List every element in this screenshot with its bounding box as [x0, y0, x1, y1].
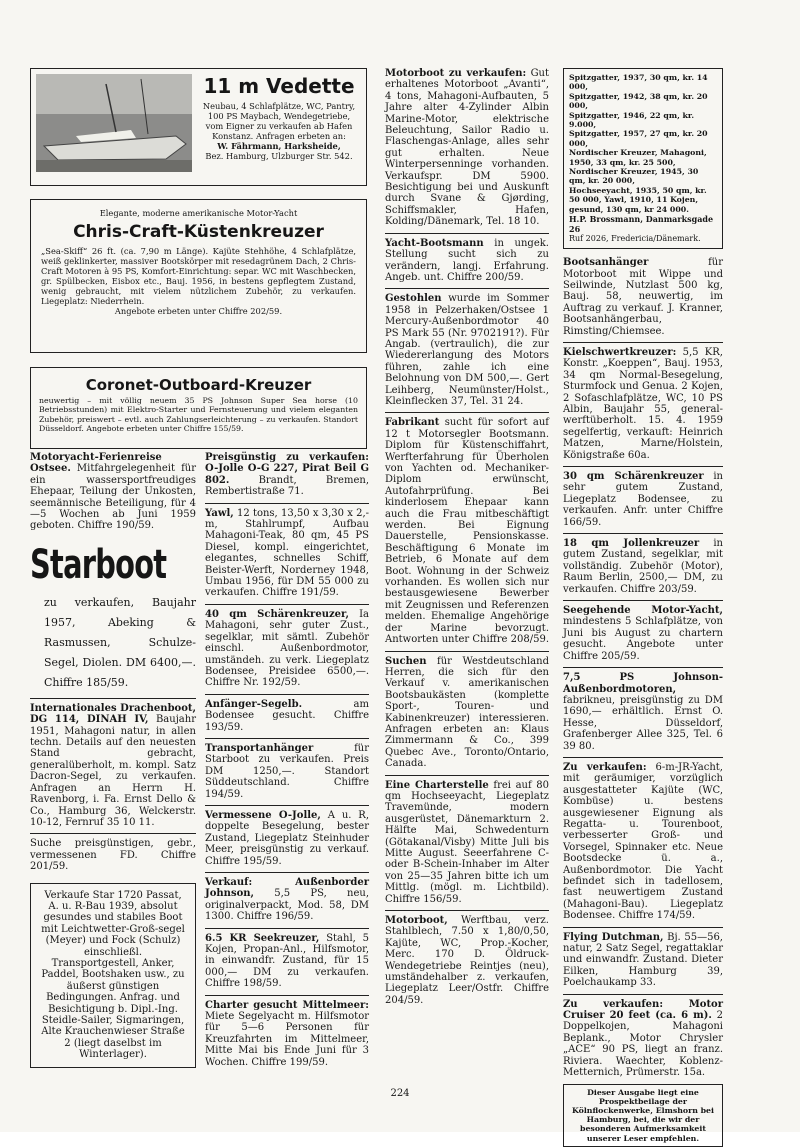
divider [563, 466, 723, 467]
ad-heading: Zu verkaufen: Motor Cruiser 20 feet (ca. 6 m). [563, 998, 723, 1022]
ad-heading: Zu verkaufen: [563, 761, 647, 773]
divider [563, 600, 723, 601]
classified-ad [563, 762, 723, 922]
ad-text: in ungek. Stellung sucht sich zu verändern, langj. Erfahrung. Angeb. unt. Chiffre 200/59. [385, 237, 549, 283]
column-1 [30, 68, 367, 459]
divider [205, 928, 369, 929]
ad-text: in gutem Zustand, segelklar, mit vollständig. Zubehör (Motor), Raum Berlin, 2500,— DM, zu verkaufen. Chiffre 203/59. [563, 538, 723, 595]
spitzgatter-city: Ruf 2026, Fredericia/Dänemark. [569, 234, 701, 244]
spitzgatter-list [569, 73, 717, 214]
divider [385, 910, 549, 911]
ad-heading: Suchen [385, 655, 427, 667]
ad-heading: Vermessene O-Jolle, [205, 809, 321, 821]
classified-ad [385, 68, 549, 228]
classified-ad [205, 508, 369, 599]
classified-ad [205, 933, 369, 990]
ad-heading: Motorboot zu verkaufen: [385, 68, 527, 79]
ad-text: am Bodensee gesucht. Chiffre 193/59. [205, 698, 369, 733]
divider [385, 233, 549, 234]
divider [205, 694, 369, 695]
divider [563, 927, 723, 928]
drachen-body: Baujahr 1951, Mahagoni natur, in allen techn. Details auf den neuesten Stand gebracht, generalüberholt, m. kompl. Satz Dacron-Segel, zu verkaufen. Anfragen an Herrn H. Ravenborg, i. Fa. Ernst Dello & Co., Hamburg 36, Welckerstr. 10-12, Fernruf 35 10 11. [30, 714, 196, 828]
starboot-body: zu verkaufen, Baujahr 1957, Abeking & Rasmussen, Schulze-Segel, Diolen. DM 6400,—. Chiffre 185/59. [44, 595, 196, 689]
classified-ad [205, 452, 369, 498]
classified-ad [563, 538, 723, 595]
divider [205, 503, 369, 504]
classified-ad [205, 877, 369, 923]
ad-heading: Bootsanhänger [563, 257, 649, 269]
drachen-head: Internationales Drachenboot, DG 114, DINAH IV, [30, 702, 196, 726]
ad-text: wurde im Sommer 1958 in Pelzerhaken/Ostsee 1 Mercury-Außenbordmotor 40 PS Mark 55 (Nr. 9702191?). Für Angab. (vertraulich), die zur Wiedererlangung des Motors führen, zahle ich eine Belohnung von DM 500,—. Gert Leihberg, Neumünster/Holst., Kleinflecken 37, Tel. 31 24. [385, 293, 549, 407]
ad-text: sucht für sofort auf 12 t Motorsegler Bootsmann. Diplom für Küstenschiffahrt, Werfterfahrung für Überholen von Yachten od. Mechaniker-Diplom erwünscht, Autofahrprüfung. Bei kinderlosem Ehepaar kann auch die Frau mitbeschäftigt werden. Bei Eignung Dauerstelle, Pensionskasse. Beschäftigung 6 Monate im Betrieb, 6 Monate auf dem Boot. Wohnung in der Schweiz vorhanden. Es wollen sich nur bestausgewiesene Bewerber mit Zeugnissen und Referenzen melden. Ehemalige Angehörige der Marine bevorzugt. Antworten unter Chiffre 208/59. [385, 417, 550, 646]
ad-text: Gut erhaltenes Motorboot „Avanti“, 4 tons, Mahagoni-Aufbauten, 5 Jahre alter 4-Zylinder Albin Marine-Motor, elektrische Beleuchtung, Sailor Radio u. Flaschengas-Anlage, alles sehr gut erhalten. Neue Winterpersenninge vorhanden. Verkaufspr. DM 5900. Besichtigung bei und Auskunft durch Svane & Gjørding, Schiffsmakler, Hafen, Kolding/Dänemark, Tel. 18 10. [385, 68, 550, 228]
ad-text: 2 Doppelkojen, Mahagoni Beplank., Motor Chrysler „ACE“ 90 PS, liegt an franz. Riviera. Waechter, Koblenz-Metternich, Prümerstr. 15a. [563, 1010, 723, 1079]
ad-heading: Fabrikant [385, 417, 440, 429]
ad-suche-fd: Suche preisgünstigen, gebr., vermessenen FD. Chiffre 201/59. [30, 838, 196, 873]
spitzgatter-line: Spitzgatter, 1942, 38 qm, kr. 20 000, [569, 91, 708, 111]
classified-ad [205, 699, 369, 733]
ad-heading: 6.5 KR Seekreuzer, [205, 932, 320, 944]
ad-heading: Kielschwertkreuzer: [563, 346, 677, 358]
divider [205, 805, 369, 806]
classified-ad [205, 743, 369, 800]
coronet-title: Coronet-Outboard-Kreuzer [85, 376, 312, 394]
spitzgatter-contact: H.P. Brossmann, Danmarksgade 26 [569, 214, 714, 235]
divider [385, 288, 549, 289]
divider [205, 738, 369, 739]
spitzgatter-line: Nordischer Kreuzer, Mahagoni, 1950, 33 qm, kr. 25 500, Nordischer Kreuzer, 1945, 30 qm, kr. 20 000, [569, 148, 707, 186]
ad-spitzgatter [563, 68, 723, 249]
ad-text: Miete Segelyacht m. Hilfsmotor für 5—6 Personen für Kreuzfahrten im Mittelmeer, Mitte Mai bis Ende Juni für 3 Wochen. Chiffre 199/59. [205, 1011, 369, 1068]
ferienreise-head: Motoryacht-Ferienreise Ostsee. [30, 452, 162, 475]
ad-vedette [30, 68, 367, 186]
divider [385, 412, 549, 413]
classified-ad [563, 257, 723, 337]
classified-ad [563, 471, 723, 528]
classified-ad [563, 347, 723, 461]
column-4 [563, 68, 723, 1147]
ad-text: fabrikneu, preisgünstig zu DM 1690,— erhältlich. Ernst O. Hesse, Düsseldorf, Grafenberger Allee 325, Tel. 6 39 80. [563, 694, 723, 752]
divider [205, 995, 369, 996]
chriscraft-footer: Angebote erbeten unter Chiffre 202/59. [114, 306, 283, 316]
classified-ad [385, 915, 549, 1006]
vedette-address: Bez. Hamburg, Ulzburger Str. 542. [205, 151, 353, 161]
ad-text: für Starboot zu verkaufen. Preis DM 1250,—. Standort Süddeutschland. Chiffre 194/59. [205, 742, 369, 800]
vedette-body: Neubau, 4 Schlafplätze, WC, Pantry, 100 PS Maybach, Wendegetriebe, vom Eigner zu verkaufen ab Hafen Konstanz. Anfragen erbeten an: [202, 101, 356, 141]
classified-ad [385, 417, 549, 645]
ad-ferienreise [30, 452, 196, 532]
classified-ad [563, 605, 723, 662]
ad-text: 5,5 PS, neu, originalverpackt, Mod. 58, DM 1300. Chiffre 196/59. [205, 888, 370, 923]
ad-heading: Flying Dutchman, [563, 931, 664, 943]
ad-text: mindestens 5 Schlafplätze, von Juni bis August zu chartern gesucht. Angebote unter Chiffre 205/59. [563, 616, 723, 662]
ad-heading: 40 qm Schärenkreuzer, [205, 608, 350, 620]
chriscraft-intro: Elegante, moderne amerikanische Motor-Yacht [99, 208, 298, 218]
vedette-title: 11 m Vedette [203, 74, 355, 98]
classified-ad [385, 656, 549, 770]
ad-text: Werftbau, verz. Stahlblech, 7.50 x 1,80/0,50, Kajüte, WC, Prop.-Kocher, Merc. 170 D. Öldruck-Wendegetriebe Reintjes (neu), umständehalber z. verkaufen, Liegeplatz Leer/Ostfr. Chiffre 204/59. [385, 915, 549, 1006]
classified-ad [205, 609, 369, 689]
ad-star1720: Verkaufe Star 1720 Passat, A. u. R-Bau 1939, absolut gesundes und stabiles Boot mit Leichtwetter-Groß-segel (Meyer) und Fock (Schulz) einschließl. Transportgestell, Anker, Paddel, Bootshaken usw., zu äußerst günstigen Bedingungen. Anfrag. und Besichtigung b. Dipl.-Ing. Steidle-Sailer, Sigmaringen, Alte Krauchenwieser Straße 2 (liegt daselbst im Winterlager). [30, 883, 196, 1068]
classified-ad [205, 810, 369, 867]
ad-text: für Westdeutschland Herren, die sich für den Verkauf v. amerikanischen Bootsbaukästen (komplette Sport-, Touren- und Kabinenkreuzer) interessieren. Anfragen erbeten an: Klaus Zimmermann & Co., 399 Quebec Ave., Toronto/Ontario, Canada. [385, 655, 549, 770]
ad-heading: Charter gesucht Mittelmeer: [205, 999, 369, 1011]
ad-drachenboot [30, 703, 196, 828]
classified-ad [563, 672, 723, 752]
divider [563, 667, 723, 668]
ferienreise-body: Mitfahrgelegenheit für ein wassersportfreudiges Ehepaar, Teilung der Unkosten, seemännische Beteiligung, für 4—5 Wochen ab Juni 1959 geboten. Chiffre 190/59. [30, 463, 196, 532]
divider [385, 651, 549, 652]
classified-ad [385, 238, 549, 284]
ad-text: 5,5 KR, Konstr. „Koeppen“, Bauj. 1953, 34 qm Normal-Besegelung, Sturmfock und Genua. 2 Kojen, 2 Sofaschlafplätze, WC, 10 PS Albin, Baujahr 55, general-werftüberholt. 15. 4. 1959 segelfertig, verkauft: Heinrich Matzen, Marne/Holstein, Königstraße 60a. [563, 346, 723, 461]
spitzgatter-line: Spitzgatter, 1946, 22 qm, kr. 9.000, [569, 110, 695, 130]
chriscraft-body: „Sea-Skiff“ 26 ft. (ca. 7,90 m Länge). Kajüte Stehhöhe, 4 Schlafplätze, weiß geklinkerter, massiver Bootskörper mit resedagrünem Dach, 2 Chris-Craft Motoren à 95 PS, Komfort-Einrichtung: separ. WC mit Waschbecken, gr. Spülbecken, Eisbox etc., Bauj. 1956, in bestens gepflegtem Zustand, wenig gebraucht, mit vielem nützlichem Zubehör, zu verkaufen. Liegeplatz: Niederrhein. [41, 246, 356, 306]
classified-ad [385, 293, 549, 407]
ad-heading: Transportanhänger [205, 742, 314, 754]
ad-chriscraft [30, 199, 367, 353]
ad-heading: Yawl, [205, 507, 234, 519]
divider [563, 342, 723, 343]
classified-ad [563, 932, 723, 989]
classified-ad [205, 1000, 369, 1068]
divider [563, 757, 723, 758]
ad-text: frei auf 80 qm Hochseeyacht, Liegeplatz Travemünde, modern ausgerüstet, Dänemarkturn 2. Hälfte Mai, Schwedenturn (Götakanal/Visby) Mitte Juli bis Mitte August. Seeerfahrene C- oder B-Schein-Inhaber im Alter von 25—35 Jahren bitte ich um Mittlg. (mögl. m. Lichtbild). Chiffre 156/59. [385, 779, 549, 905]
page-number: 224 [390, 1088, 410, 1099]
coronet-body: neuwertig – mit völlig neuem 35 PS Johnson Super Sea horse (10 Betriebsstunden) mit Elektro-Starter und Fernsteuerung und vielem eleganten Zubehör, preiswert – evtl. auch Zahlungserleichterung – zu verkaufen. Standort Düsseldorf. Angebote erbeten unter Chiffre 155/59. [39, 396, 358, 434]
ad-heading: Gestohlen [385, 293, 442, 305]
chriscraft-title: Chris-Craft-Küstenkreuzer [73, 222, 324, 242]
ad-heading: Seegehende Motor-Yacht, [563, 605, 723, 617]
divider [563, 533, 723, 534]
ad-text: Brandt, Bremen, Rembertistraße 71. [205, 474, 369, 498]
starboot-title: Starboot [30, 541, 167, 588]
ad-heading: 7,5 PS Johnson-Außenbordmotoren, [563, 672, 723, 695]
ad-heading: Motorboot, [385, 915, 448, 927]
spitzgatter-line: Spitzgatter, 1957, 27 qm, kr. 20 000, [569, 129, 708, 148]
beilage-note: Dieser Ausgabe liegt eine Prospektbeilage der Kölnflockenwerke, Elmshorn bei Hamburg, bei, die wir der besonderen Aufmerksamkeit unserer Leser empfehlen. [563, 1084, 723, 1147]
divider [385, 775, 549, 776]
ad-text: in sehr gutem Zustand, Liegeplatz Bodensee, zu verkaufen. Anfr. unter Chiffre 166/59. [563, 471, 723, 528]
column-2 [205, 452, 369, 1073]
ad-heading: Verkauf: Außenborder Johnson, [205, 877, 369, 900]
column-1a [30, 452, 196, 1073]
ad-heading: Preisgünstig zu verkaufen: O-Jolle O-G 227, Pirat Beil G 802. [205, 452, 369, 486]
ad-heading: 30 qm Schärenkreuzer [563, 471, 704, 482]
ad-text: Bj. 55—56, natur, 2 Satz Segel, regattaklar und einwandfr. Zustand. Dieter Eilken, Hamburg 39, Poelchaukamp 33. [563, 931, 723, 989]
ad-text: Stahl, 5 Kojen, Propan-Anl., Hilfsmotor, in einwandfr. Zustand, für 15 000,— DM zu verkaufen. Chiffre 198/59. [205, 932, 369, 990]
boat-photo [36, 74, 192, 172]
classified-ad [385, 780, 549, 905]
ad-text: für Motorboot mit Wippe und Seilwinde, Nutzlast 500 kg, Bauj. 58, neuwertig, im Auftrag zu verkauf. J. Kranner, Bootsanhängerbau, Rimsting/Chiemsee. [563, 257, 723, 337]
ad-coronet [30, 367, 367, 449]
classified-ad [563, 999, 723, 1079]
ad-heading: 18 qm Jollenkreuzer [563, 538, 700, 550]
column-3 [385, 68, 549, 1011]
ad-heading: Anfänger-Segelb. [205, 698, 303, 710]
ad-text: A u. R, doppelte Besegelung, bester Zustand, Liegeplatz Steinhuder Meer, preisgünstig zu verkauf. Chiffre 195/59. [205, 809, 369, 867]
spitzgatter-line: Spitzgatter, 1937, 30 qm, kr. 14 000, [569, 73, 708, 92]
ad-text: Ia Mahagoni, sehr guter Zust., segelklar, mit sämtl. Zubehör einschl. Außenbordmotor, umständeh. zu verk. Liegeplatz Bodensee, Preisidee 6500,—. Chiffre Nr. 192/59. [205, 608, 369, 689]
spitzgatter-line: Hochseeyacht, 1935, 50 qm, kr. 50 000, Yawl, 1910, 11 Kojen, gesund, 130 qm, kr 24 000. [569, 185, 707, 214]
ad-text: 6-m-JR-Yacht, mit geräumiger, vorzüglich ausgestatteter Kajüte (WC, Kombüse) u. bestens ausgewiesener Eignung als Regatta- u. Tourenboot, verbesserter Groß- und Vorsegel, Spinnaker etc. Neue Bootsdecke ü. a., Außenbordmotor. Die Yacht befindet sich in tadellosem, fast neuwertigem Zustand (Mahagoni-Bau). Liegeplatz Bodensee. Chiffre 174/59. [563, 761, 723, 922]
vedette-contact: W. Fährmann, Harksheide, [217, 141, 341, 151]
ad-text: 12 tons, 13,50 x 3,30 x 2,- m, Stahlrumpf, Aufbau Mahagoni-Teak, 80 qm, 45 PS Diesel, kompl. eingerichtet, elegantes, schnelles Schiff, Beister-Werft, Norderney 1948, Umbau 1956, für DM 55 000 zu verkaufen. Chiffre 191/59. [205, 507, 369, 599]
divider [563, 994, 723, 995]
divider [205, 872, 369, 873]
ad-heading: Yacht-Bootsmann [385, 237, 484, 249]
ad-heading: Eine Charterstelle [385, 779, 489, 791]
divider [205, 604, 369, 605]
